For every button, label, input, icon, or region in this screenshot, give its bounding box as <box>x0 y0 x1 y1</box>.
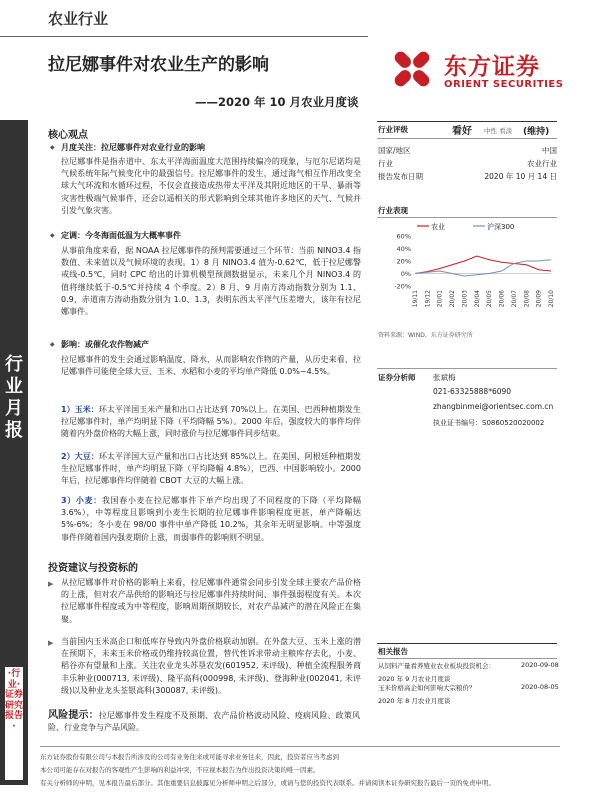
x-tick-label: 20/01 <box>436 290 444 308</box>
para-wheat <box>61 495 361 544</box>
analyst-cert: 执业证书编号：S0860520020002 <box>433 419 545 427</box>
para-tone: 从事前角度来看，据 NOAA 拉尼娜事件的预判需要通过三个环节：当前 NINO3.4 指数值、未来值以及气候环境的表现。1）8 月 NINO3.4 值为-0.62℃，低于拉尼娜警戒线-0.5℃，同时 CPC 给出的计算机模型预测数据显示，未来几个月 NINO3.4 的值将继续低于-0.5℃并持续 4 个季度。2）8 月、9 月南方涛动指数分别为 1.1、0.9，赤道南方涛动指数分别为 1.0、1.3，表明东西太平洋气压差增大，该年有拉尼娜事件。 <box>61 246 361 317</box>
related-label: 相关报告 <box>378 647 408 656</box>
section-title: 农业行业 <box>48 10 109 28</box>
x-tick-label: 20/02 <box>449 290 457 308</box>
para-soy <box>61 451 361 488</box>
analyst-phone: 021-63325888*6090 <box>433 387 512 396</box>
report-title: 拉尼娜事件对农业生产的影响 <box>48 55 269 75</box>
corn-label: 1）玉米： <box>61 405 99 414</box>
footer-disclaimer-1: 东方证券股份有限公司与本报告所涉及的公司有业务往来或可能寻求业务往来，因此，投资者应当考虑到 <box>40 753 339 761</box>
x-tick-label: 20/04 <box>473 290 481 308</box>
footer-disclaimer-2: 本公司可能存在对报告的客观性产生影响的利益冲突，不应视本报告为作出投资决策的唯一因素。 <box>40 766 320 774</box>
rating-row-key: 行业 <box>378 159 393 168</box>
wheat-label: 3）小麦： <box>61 496 102 505</box>
soy-text: 环太平洋国大豆产量和出口占比达到 85%以上。在美国、阿根廷种植期发生拉尼娜事件时，单产均明显下降（平均降幅 4.8%），巴西、中国影响较小。2000 年后，拉尼娜事件均伴随着 CBOT 大豆的大幅上涨。 <box>61 452 361 486</box>
related-item-note: 2020 年 8 月农业月度谈 <box>378 697 451 705</box>
footer-disclaimer-3: 有关分析师的申明，见本报告最后部分。其他重要信息披露见分析师申明之后部分，或请与您的投资代表联系。并请阅读本证券研究报告最后一页的免责申明。 <box>40 779 495 787</box>
bullet-tone: ◆ 定调：今冬海面低温为大概率事件 <box>61 230 181 241</box>
legend-hs300: 沪深300 <box>487 223 515 231</box>
sidebar-report-type: 行业月报 <box>5 354 23 441</box>
rating-row-key: 国家/地区 <box>378 146 411 155</box>
y-tick-label: 20% <box>396 257 411 266</box>
performance-chart <box>377 220 557 320</box>
perf-label: 行业表现 <box>378 206 408 215</box>
para-invest-2: 当前国内玉米高企口和低库存导致内外盘价格联动加剧。在外盘大豆、玉米上涨的潜在预期下，未来玉米价格或仍维持较高位置，替代性诉求带动主粮库存去化，小麦、稻谷亦有望量和上涨。关注农业龙头苏垦农发(601952, 未评级)、种植全流程服务商丰乐种业(000713, 未评级)、隆平高科(000998, 未评级)、登海种业(002041, 未评级)以及种业龙头荃银高科(300087, 未评级)。 <box>61 637 361 695</box>
related-rule <box>377 658 557 659</box>
analyst-email[interactable]: zhangbinmei@orientsec.com.cn <box>433 402 554 411</box>
wheat-text: 我国春小麦在拉尼娜事件下单产均出现了不同程度的下降（平均降幅 3.6%），中等程度且影响到小麦生长期的拉尼娜事件影响程度更甚，单产降幅达 5%-6%；冬小麦在 98/00 事件中单产降低 10.2%，其余年无明显影响。中等强度事件伴随着国内强麦期价上涨，而弱事件的影响则不明显。 <box>61 496 361 542</box>
para-impact-intro: 拉尼娜事件的发生会通过影响温度、降水，从而影响农作物的产量，从历史来看，拉尼娜事件可能使全球大豆、玉米、水稻和小麦的平均单产降低 0.0%~4.5%。 <box>61 355 361 377</box>
rating-value: 看好 <box>452 126 472 137</box>
x-tick-label: 19/12 <box>424 290 432 308</box>
para-monthly-focus: 拉尼娜事件是指赤道中、东太平洋海面温度大范围持续偏冷的现象，与厄尔尼诺均是气候系统年际气候变化中的最强信号。拉尼娜事件的发生，通过海气相互作用改变全球大气环流和水循环过程，不仅会直接造成热带太平洋及其附近地区的干旱、暴雨等灾害性极端气候事件，还会以遥相关的形式影响到全球其他许多地区的天气、气候并引发气象灾害。 <box>61 157 361 215</box>
x-tick-label: 20/03 <box>461 290 469 308</box>
analyst-name: 张斌梅 <box>433 373 456 382</box>
brand-name-cn: 东方证券 <box>444 54 540 80</box>
soy-label: 2）大豆： <box>61 452 99 461</box>
invest-heading: 投资建议与投资标的 <box>48 563 138 574</box>
triangle-icon: ▶ <box>48 639 54 647</box>
rating-row-key: 报告发布日期 <box>378 172 423 181</box>
related-item-date: 2020-08-05 <box>521 683 559 691</box>
bullet-impact: ◆ 影响：或催化农作物减产 <box>61 339 149 350</box>
rating-rule <box>377 138 557 139</box>
series-line-agri <box>415 256 551 274</box>
related-item-title[interactable]: 玉米价格高企如何影响大宗粮价？ <box>378 684 476 692</box>
related-rule-top <box>377 643 557 644</box>
x-tick-label: 20/05 <box>486 290 494 308</box>
para-corn <box>61 404 361 441</box>
x-tick-label: 20/09 <box>535 290 543 308</box>
x-tick-label: 20/10 <box>548 290 555 308</box>
legend-agri: 农业 <box>431 223 445 231</box>
rating-levels: 中性 看淡 <box>484 127 513 135</box>
related-item-date: 2020-09-08 <box>521 661 559 669</box>
rating-row-value: 中国 <box>542 146 557 155</box>
y-tick-label: 60% <box>396 232 411 241</box>
core-heading: 核心观点 <box>48 130 88 141</box>
footer-rule <box>40 746 560 747</box>
perf-source: 资料来源：WIND、东方证券研究所 <box>378 332 473 339</box>
x-tick-label: 20/08 <box>523 290 531 308</box>
perf-rule <box>377 217 557 218</box>
bullet-monthly-focus: ◆ 月度关注：拉尼娜事件对农业行业的影响 <box>61 142 205 153</box>
brand-name-en: ORIENT SECURITIES <box>444 79 564 90</box>
triangle-icon: ▶ <box>48 580 54 588</box>
risk-label: 风险提示： <box>48 710 99 721</box>
related-item-title[interactable]: 从饲料产量看养殖业农业板块投资机会： <box>378 662 495 670</box>
para-risk <box>48 710 360 734</box>
x-tick-label: 19/11 <box>412 290 419 308</box>
risk-text: 拉尼娜事件发生程度不及预期、农产品价格波动风险、疫病风险、政策风险、行业竞争与产品风险。 <box>48 711 361 733</box>
header-rule <box>0 36 368 37</box>
report-subtitle: ——2020 年 10 月农业月度谈 <box>195 95 359 109</box>
rating-row-value: 农业行业 <box>527 159 557 168</box>
rating-note: (维持) <box>523 127 550 137</box>
para-invest-1: 从拉尼娜事件对价格的影响上来看，拉尼娜事件通常会同步引发全球主要农产品价格的上涨，但对农产品供给的影响还与拉尼娜事件持续时间、事件强弱程度有关。本次拉尼娜事件程度或为中等程度，影响周期预期较长，对农产品减产的潜在风险正在集聚。 <box>61 578 361 624</box>
analyst-label: 证券分析师 <box>378 373 416 382</box>
y-tick-label: -20% <box>394 282 411 291</box>
related-item-note: 2020 年 9 月农业月度谈 <box>378 675 451 683</box>
x-tick-label: 20/06 <box>498 290 506 308</box>
chart-legend <box>417 222 514 231</box>
x-tick-label: 20/07 <box>510 290 518 308</box>
y-tick-label: 40% <box>396 245 411 253</box>
corn-text: 环太平洋国玉米产量和出口占比达到 70%以上。在美国、巴西种植期发生拉尼娜事件时，单产均明显下降（平均降幅 5%）。2000 年后，强度较大的事件均伴随着内外盘价格的大幅上涨，同时涨价与拉尼娜事件同步结束。 <box>61 405 361 439</box>
sidebar-tag: ·行业·证券研究报告· <box>5 667 23 780</box>
brand-logo-icon <box>388 45 436 93</box>
rating-label: 行业评级 <box>378 125 408 134</box>
y-tick-label: 0% <box>400 270 411 278</box>
rating-row-value: 2020 年 10 月 14 日 <box>484 172 557 181</box>
analyst-rule <box>377 368 557 369</box>
